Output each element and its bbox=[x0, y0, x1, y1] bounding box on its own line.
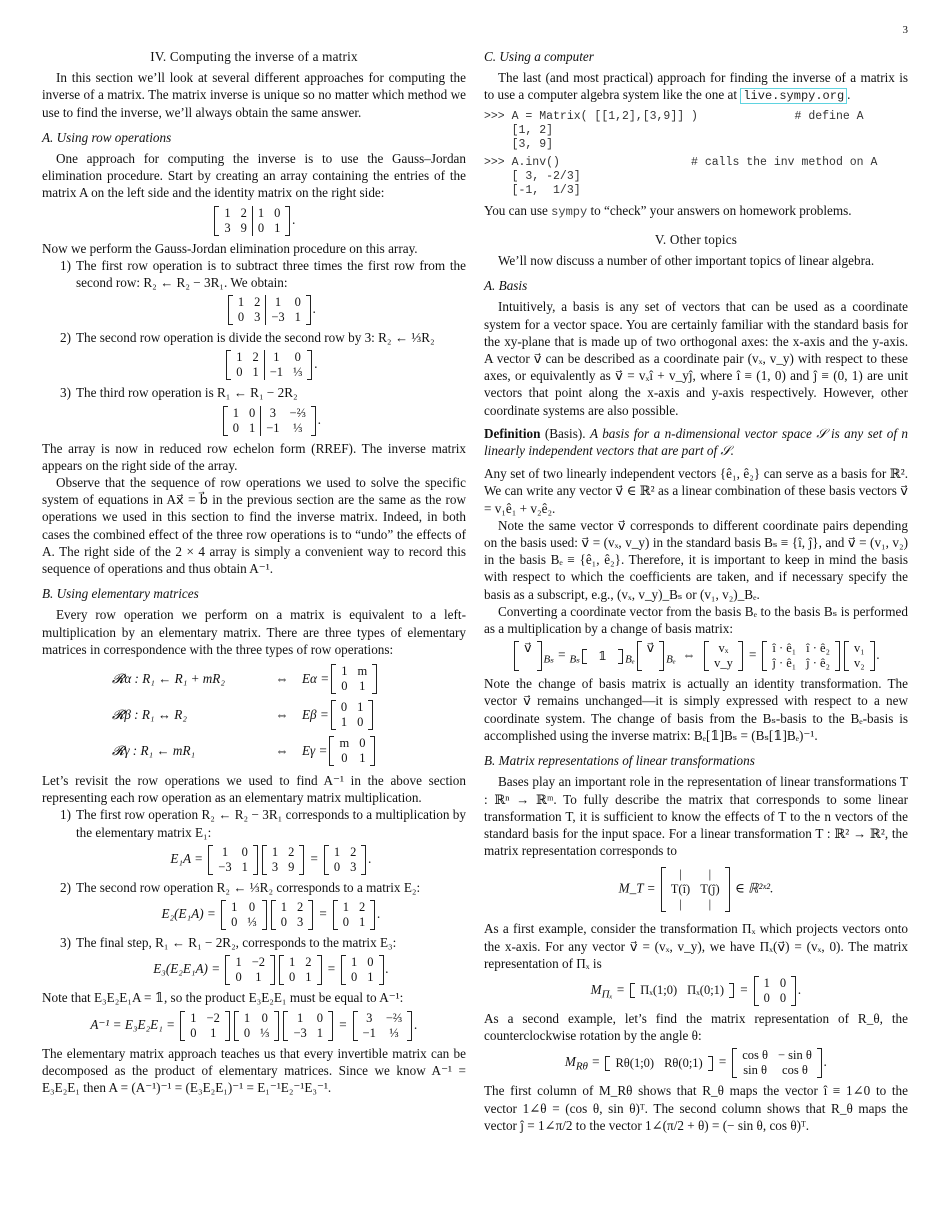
lt-paragraph-4: The first column of M_Rθ shows that R_θ maps the vector î ≡ 1∠0 to the vector 1∠θ = (cos θ, sin θ)ᵀ. The second column shows that R_θ maps the vector ĵ = 1∠π/2 to the vector 1∠(π/2 + θ) = (− sin θ, cos θ)ᵀ. bbox=[484, 1083, 908, 1133]
elementary-steps bbox=[42, 806, 466, 985]
code-block-define: >>> A = Matrix( [[1,2],[3,9]] ) # define A [1, 2] [3, 9] bbox=[484, 109, 864, 151]
op-gamma: 𝓡γ : R₁ ← mR₁ ⇔ Eγ = m 0 0 1 bbox=[112, 736, 466, 766]
e2-equation: E₂(E₁A) = 1 0 0 ⅓ 1 2 0 3 = 1 2 0 1 . bbox=[161, 900, 381, 930]
subsection-basis: A. Basis bbox=[484, 278, 528, 294]
page-number: 3 bbox=[902, 24, 908, 36]
e1a-equation: E₁A = 1 0 −3 1 1 2 3 9 = 1 2 0 3 . bbox=[170, 844, 372, 874]
lt-paragraph-1: Bases play an important role in the representation of linear transformations T : ℝⁿ → ℝᵐ. To fully describe the matrix that corresponds to some linear transformation T, it is sufficient to know the effects of T to the n vectors of the standard basis for the input space. For a linear transformation T : ℝ² → ℝ², the matrix representation corresponds to bbox=[484, 774, 908, 859]
gauss-jordan-paragraph: Now we perform the Gauss-Jordan elimination procedure on this array. bbox=[42, 240, 418, 256]
elementary-paragraph: Every row operation we perform on a matrix is equivalent to a left-multiplication by an elementary matrix. There are three types of elementary matrices in correspondence with the three types of row operations: bbox=[42, 607, 466, 657]
rotation-matrix-equation: $M_{R\theta}$ = Rθ(1;0) Rθ(0;1) = cos θ − sin θ sin θ cos θ . bbox=[564, 1048, 828, 1078]
subsection-linear-transformations: B. Matrix representations of linear transformations bbox=[484, 753, 755, 769]
decomposition-paragraph: The elementary matrix approach teaches us that every invertible matrix can be decomposed as the product of elementary matrices. Since we know A⁻¹ = E₃E₂E₁ then A = (A⁻¹)⁻¹ = (E₃E₂E₁)⁻¹ = E₁⁻¹E₂⁻¹E₃⁻¹. bbox=[42, 1045, 466, 1095]
basis-paragraph-5: Note the change of basis matrix is actually an identity transformation. The vector v⃗ remains unchanged—it is simply expressed with respect to a new coordinate system. The change of basis from the Bₛ-basis to the Bₑ-basis is accomplished using the inverse matrix: Bₑ[𝟙]Bₛ = (Bₛ[𝟙]Bₑ)⁻¹. bbox=[484, 676, 908, 743]
rref-paragraph: The array is now in reduced row echelon form (RREF). The inverse matrix appears on the right side of the array. bbox=[42, 440, 466, 473]
mt-equation: M_T = | | T(î) T(ĵ) | | ∈ ℝ²ˣ². bbox=[618, 867, 774, 912]
row-op-step-3: 3) The third row operation is R₁ ← R₁ − 2R₂ 1 0 3 −⅔ 0 1 −1 ⅓ . bbox=[42, 384, 466, 435]
computer-paragraph: The last (and most practical) approach for finding the inverse of a matrix is to use a computer algebra system like the one at live.sympy.org . bbox=[484, 70, 908, 104]
observe-paragraph: Observe that the sequence of row operations we used to solve the specific system of equations in Ax⃗ = b⃗ in the previous section are the same as the row operations we used in this section to find the inverse matrix. Indeed, in both cases the combined effect of the three row operations is to “undo” the effects of A. The right side of the 2 × 4 array is simply a convenient way to record this sequence of operations and thus obtain A⁻¹. bbox=[42, 475, 466, 577]
revisit-paragraph: Let’s revisit the row operations we used to find A⁻¹ in the above section representing each row operation as an elementary matrix multiplication. bbox=[42, 773, 466, 806]
section-title-v: V. Other topics bbox=[654, 231, 738, 247]
augmented-matrix-step3: 1 0 3 −⅔ 0 1 −1 ⅓ . bbox=[76, 406, 466, 436]
basis-paragraph-2: Any set of two linearly independent vectors {ê₁, ê₂} can serve as a basis for ℝ². We can write any vector v⃗ ∈ ℝ² as a linear combination of these basis vectors v⃗ = v₁ê₁ + v₂ê₂. bbox=[484, 466, 908, 516]
row-ops-paragraph: One approach for computing the inverse is to use the Gauss–Jordan elimination procedure. Start by creating an array containing the entries of the matrix A on the left side and the identity matrix on the right side: bbox=[42, 151, 466, 201]
right-column bbox=[484, 48, 908, 1134]
code-block-inverse: >>> A.inv() # calls the inv method on A [ 3, -2/3] [-1, 1/3] bbox=[484, 155, 878, 197]
sympy-check-paragraph: You can use sympy to “check” your answers on homework problems. bbox=[484, 202, 852, 219]
basis-paragraph-3: Note the same vector v⃗ corresponds to different coordinate pairs depending on the basis used: v⃗ = (vₓ, v_y) in the standard basis Bₛ ≡ {î, ĵ}, and v⃗ = (v₁, v₂) in the basis Bₑ ≡ {ê₁, ê₂}. Therefore, it is important to keep in mind the basis with respect to which the coefficients are taken, and if necessary specify the basis as a subscript, e.g., (vₓ, v_y)_Bₛ or (v₁, v₂)_Bₑ. bbox=[484, 517, 908, 602]
intro-paragraph: In this section we’ll look at several different approaches for computing the inverse of a matrix. The matrix inverse is unique so no matter which method we use to find the inverse, we’ll always obtain the same answer. bbox=[42, 70, 466, 120]
elementary-step-3: 3) The final step, R₁ ← R₁ − 2R₂, corresponds to the matrix E₃: E₃(E₂E₁A) = 1 −2 0 1 1 2 0 1 = 1 0 0 1 . bbox=[42, 934, 466, 985]
augmented-matrix-step2: 1 2 1 0 0 1 −1 ⅓ . bbox=[76, 350, 466, 380]
left-column bbox=[42, 48, 466, 1096]
inverse-product-equation: A⁻¹ = E₃E₂E₁ = 1 −2 0 1 1 0 0 ⅓ 1 0 −3 1 = 3 −⅔ −1 ⅓ . bbox=[90, 1010, 418, 1040]
basis-paragraph-1: Intuitively, a basis is any set of vectors that can be used as a coordinate system for a vector space. You are certainly familiar with the standard basis for the xy-plane that is made up of two orthogonal axes: the x-axis and the y-axis. A vector v⃗ can be described as a coordinate pair (vₓ, v_y) with respect to these axes, or equivalently as v⃗ = vₓî + v_yĵ, where î ≡ (1, 0) and ĵ ≡ (0, 1) are unit vectors that point along the x-axis and y-axis respectively. However, other coordinate systems are also possible. bbox=[484, 299, 908, 418]
lt-paragraph-2: As a first example, consider the transformation Πₓ which projects vectors onto the x-axis. For any vector v⃗ = (vₓ, v_y), we have Πₓ(v⃗) = (vₓ, 0). The matrix representation of Πₓ is bbox=[484, 921, 908, 971]
op-alpha: 𝓡α : R₁ ← R₁ + mR₂ ⇔ Eα = 1 m 0 1 bbox=[112, 664, 466, 694]
section-title-iv: IV. Computing the inverse of a matrix bbox=[150, 49, 358, 64]
op-beta: 𝓡β : R₁ ↔ R₂ ⇔ Eβ = 0 1 1 0 bbox=[112, 700, 466, 730]
basis-definition: Definition (Basis). A basis for a n-dimensional vector space 𝒮 is any set of n linearly independent vectors that are part of 𝒮. bbox=[484, 425, 909, 459]
row-op-step-2: 2) The second row operation is divide the second row by 3: R₂ ← ⅓R₂ 1 2 1 0 0 1 −1 ⅓ . bbox=[42, 329, 466, 380]
subsection-elementary-matrices: B. Using elementary matrices bbox=[42, 586, 199, 602]
augmented-matrix-step1: 1 2 1 0 0 3 −3 1 . bbox=[76, 295, 466, 325]
subsection-computer: C. Using a computer bbox=[484, 49, 594, 64]
subsection-row-operations: A. Using row operations bbox=[42, 129, 172, 145]
sympy-mono: sympy bbox=[551, 204, 588, 219]
product-paragraph: Note that E₃E₂E₁A = 𝟙, so the product E₃E₂E₁ must be equal to A⁻¹: bbox=[42, 990, 404, 1006]
basis-paragraph-4: Converting a coordinate vector from the basis Bₑ to the basis Bₛ is performed as a multiplication by a change of basis matrix: bbox=[484, 603, 908, 637]
other-topics-paragraph: We’ll now discuss a number of other important topics of linear algebra. bbox=[498, 253, 875, 269]
elementary-step-1: 1) The first row operation R₂ ← R₂ − 3R₁ corresponds to a multiplication by the elementary matrix E₁: E₁A = 1 0 −3 1 1 2 3 9 = 1 2 0 3 . bbox=[60, 807, 466, 874]
lt-paragraph-3: As a second example, let’s find the matrix representation of R_θ, the counterclockwise rotation by the angle θ: bbox=[484, 1010, 908, 1044]
change-of-basis-equation: v⃗ $_{B_s}$ = $_{B_s}$ 𝟙 $_{B_e}$ v⃗ $_{B_e}$ ⇔ vₓ v_y = î · ê₁ î · ê₂ ĵ · ê₁ ĵ · ê₂ v₁ v₂ . bbox=[484, 641, 908, 671]
e3-equation: E₃(E₂E₁A) = 1 −2 0 1 1 2 0 1 = 1 0 0 1 . bbox=[153, 955, 389, 985]
row-op-step-1: 1) The first row operation is to subtract three times the first row from the second row: R₂ ← R₂ − 3R₁. We obtain: 1 2 1 0 0 3 −3 1 . bbox=[60, 257, 466, 325]
sympy-link[interactable]: live.sympy.org bbox=[740, 88, 847, 104]
augmented-matrix-initial: 1 2 1 0 3 9 0 1 . bbox=[42, 206, 466, 236]
elementary-step-2: 2) The second row operation R₂ ← ⅓R₂ corresponds to a matrix E₂: E₂(E₁A) = 1 0 0 ⅓ 1 2 0 3 = 1 2 0 1 . bbox=[42, 879, 466, 930]
projection-matrix-equation: $M_{\Pi_x}$ = Πₓ(1;0) Πₓ(0;1) = 1 0 0 0 . bbox=[590, 975, 802, 1005]
row-ops-steps bbox=[42, 257, 466, 436]
